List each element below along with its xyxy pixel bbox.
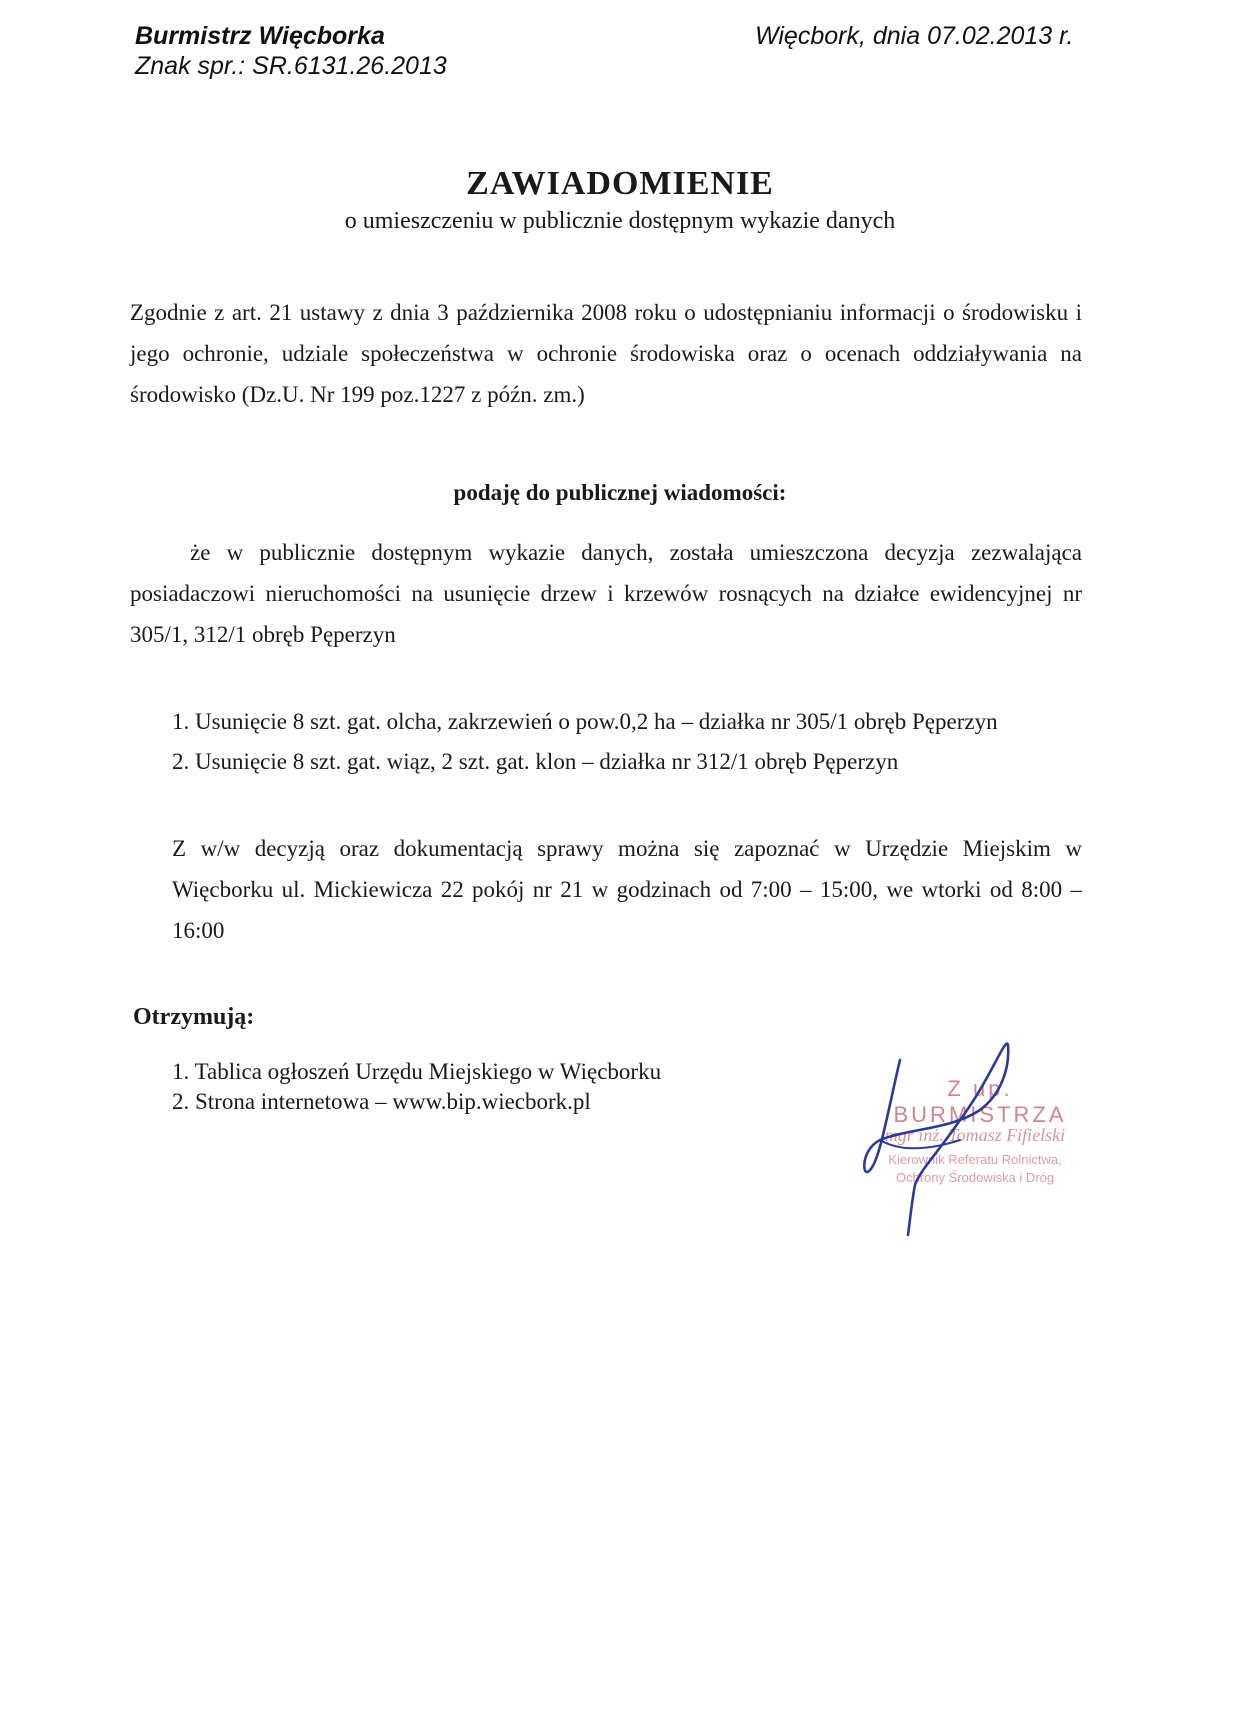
decision-item: 1. Usunięcie 8 szt. gat. olcha, zakrzewień o pow.0,2 ha – działka nr 305/1 obręb Pęperzyn: [172, 709, 998, 734]
signature-mark: [840, 1040, 1120, 1240]
document-title: ZAWIADOMIENIE: [466, 165, 774, 202]
place-and-date: Więcbork, dnia 07.02.2013 r.: [755, 22, 1074, 50]
decision-item: 2. Usunięcie 8 szt. gat. wiąz, 2 szt. gat. klon – działka nr 312/1 obręb Pęperzyn: [172, 749, 899, 774]
stamp-department: Ochrony Środowiska i Dróg: [895, 1170, 1055, 1185]
legal-basis-paragraph: Zgodnie z art. 21 ustawy z dnia 3 października 2008 roku o udostępnianiu informacji o środowisku i jego ochronie, udziale społeczeństwa w ochronie środowiska oraz o ocenach oddziaływania na środowisko (Dz.U. Nr 199 poz.1227 z późn. zm.): [130, 300, 1082, 407]
signature-stroke: [864, 1044, 1008, 1235]
inspection-info-paragraph: Z w/w decyzją oraz dokumentacją sprawy można się zapoznać w Urzędzie Miejskim w Więcborku ul. Mickiewicza 22 pokój nr 21 w godzinach od 7:00 – 15:00, we wtorki od 8:00 – 16:00: [172, 836, 1082, 943]
stamp-signatory-name: mgr inż. Tomasz Fifielski: [884, 1125, 1066, 1145]
issuer-name: Burmistrz Więcborka: [135, 22, 385, 50]
recipient-item: 2. Strona internetowa – www.bip.wiecbork.pl: [172, 1089, 591, 1114]
case-reference: Znak spr.: SR.6131.26.2013: [135, 52, 447, 80]
stamp-authority: Z up. BURMISTRZA: [893, 1076, 1067, 1127]
recipients-heading: Otrzymują:: [133, 1004, 255, 1030]
announcement-heading: podaję do publicznej wiadomości:: [453, 480, 787, 505]
decision-paragraph: że w publicznie dostępnym wykazie danych, została umieszczona decyzja zezwalająca posiadaczowi nieruchomości na usunięcie drzew i krzewów rosnących na działce ewidencyjnej nr 305/1, 312/1 obręb Pęperzyn: [130, 540, 1082, 647]
document-subtitle: o umieszczeniu w publicznie dostępnym wykazie danych: [344, 208, 896, 234]
recipient-item: 1. Tablica ogłoszeń Urzędu Miejskiego w Więcborku: [172, 1059, 662, 1084]
signature-stroke: [880, 1140, 960, 1148]
stamp-position: Kierownik Referatu Rolnictwa,: [888, 1152, 1062, 1167]
